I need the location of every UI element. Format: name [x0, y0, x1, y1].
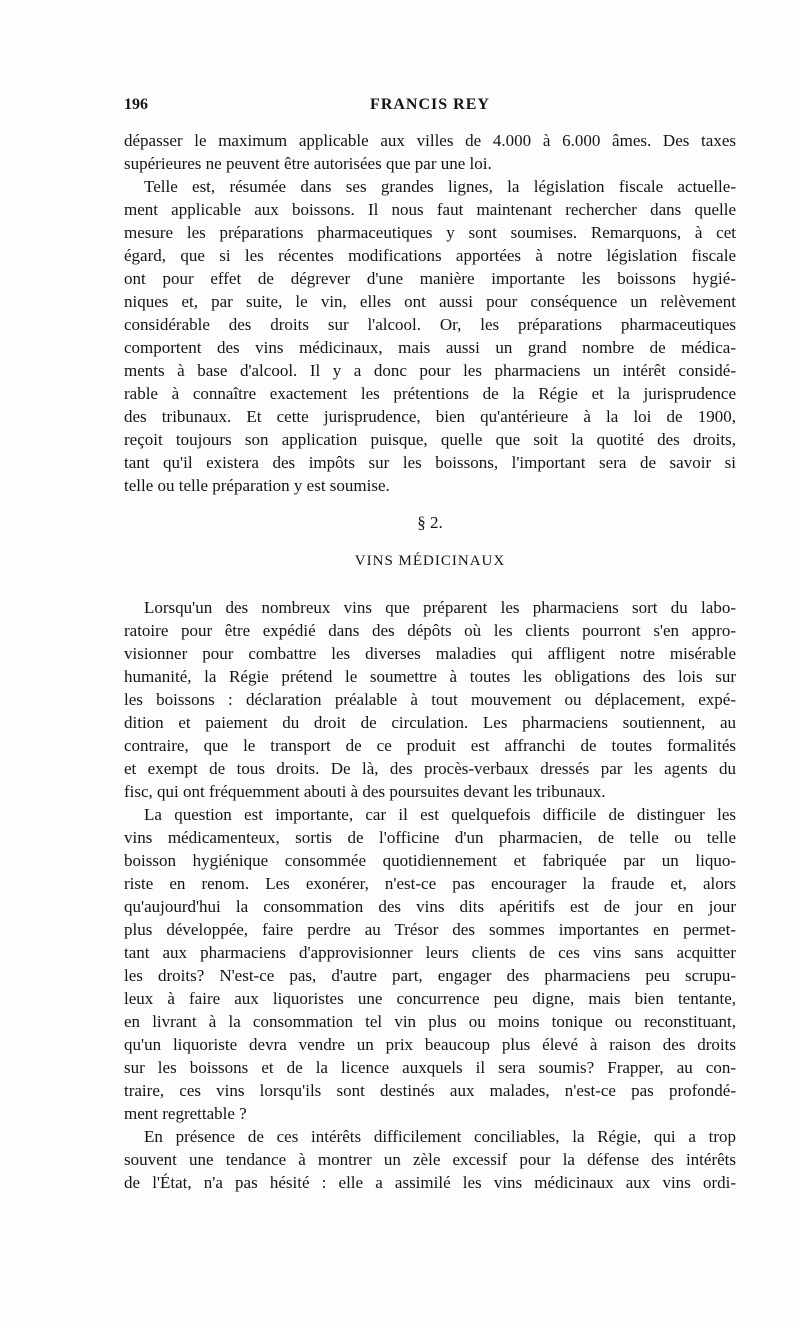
text-line: en livrant à la consommation tel vin plus ou moins tonique ou reconstituant, [124, 1012, 736, 1031]
text-line: ment regrettable ? [124, 1104, 247, 1123]
text-line: traire, ces vins lorsqu'ils sont destinés aux malades, n'est-ce pas profondé- [124, 1081, 736, 1100]
text-line: dition et paiement du droit de circulation. Les pharmaciens soutiennent, au [124, 713, 736, 732]
text-line: mesure les préparations pharmaceutiques y sont soumises. Remarquons, à cet [124, 223, 736, 242]
text-line: comportent des vins médicinaux, mais aussi un grand nombre de médica- [124, 338, 736, 357]
text-line: plus développée, faire perdre au Trésor des sommes importantes en permet- [124, 920, 736, 939]
text-line: et exempt de tous droits. De là, des procès-verbaux dressés par les agents du [124, 759, 736, 778]
text-line: ment applicable aux boissons. Il nous faut maintenant rechercher dans quelle [124, 200, 736, 219]
text-line: Telle est, résumée dans ses grandes lignes, la législation fiscale actuelle- [144, 177, 736, 196]
paragraph-block-lower [124, 596, 736, 1194]
paragraph-block-upper [124, 129, 736, 497]
running-head [124, 96, 736, 118]
text-line: ments à base d'alcool. Il y a donc pour les pharmaciens un intérêt considé- [124, 361, 736, 380]
text-line: égard, que si les récentes modifications apportées à notre législation fiscale [124, 246, 736, 265]
text-line: vins médicamenteux, sortis de l'officine d'un pharmacien, de telle ou telle [124, 828, 736, 847]
section-number: § 2. [417, 513, 443, 532]
text-line: boisson hygiénique consommée quotidiennement et fabriquée par un liquo- [124, 851, 736, 870]
text-line: de l'État, n'a pas hésité : elle a assimilé les vins médicinaux aux vins ordi- [124, 1173, 736, 1192]
text-line: humanité, la Régie prétend le soumettre à toutes les obligations des lois sur [124, 667, 736, 686]
running-head-title: FRANCIS REY [370, 96, 490, 113]
text-line: qu'aujourd'hui la consommation des vins dits apéritifs est de jour en jour [124, 897, 736, 916]
text-line: les droits? N'est-ce pas, d'autre part, engager des pharmaciens peu scrupu- [124, 966, 736, 985]
text-line: niques et, par suite, le vin, elles ont aussi pour conséquence un relèvement [124, 292, 736, 311]
text-line: considérable des droits sur l'alcool. Or, les préparations pharmaceutiques [124, 315, 736, 334]
text-line: qu'un liquoriste devra vendre un prix beaucoup plus élevé à raison des droits [124, 1035, 736, 1054]
text-line: En présence de ces intérêts difficilement conciliables, la Régie, qui a trop [144, 1127, 736, 1146]
text-line: des tribunaux. Et cette jurisprudence, bien qu'antérieure à la loi de 1900, [124, 407, 736, 426]
text-line: riste en renom. Les exonérer, n'est-ce pas encourager la fraude et, alors [124, 874, 736, 893]
text-line: reçoit toujours son application puisque, quelle que soit la quotité des droits, [124, 430, 736, 449]
text-line: telle ou telle préparation y est soumise. [124, 476, 390, 495]
text-line: supérieures ne peuvent être autorisées que par une loi. [124, 154, 492, 173]
text-line: les boissons : déclaration préalable à tout mouvement ou déplacement, expé- [124, 690, 736, 709]
text-line: leux à faire aux liquoristes une concurrence peu digne, mais bien tentante, [124, 989, 736, 1008]
text-line: ont pour effet de dégrever d'une manière importante les boissons hygié- [124, 269, 736, 288]
text-line: rable à connaître exactement les prétentions de la Régie et la jurisprudence [124, 384, 736, 403]
text-line: visionner pour combattre les diverses maladies qui affligent notre misérable [124, 644, 736, 663]
text-line: contraire, que le transport de ce produit est affranchi de toutes formalités [124, 736, 736, 755]
page-number: 196 [124, 96, 148, 113]
text-line: Lorsqu'un des nombreux vins que préparent les pharmaciens sort du labo- [144, 598, 736, 617]
text-line: dépasser le maximum applicable aux villes de 4.000 à 6.000 âmes. Des taxes [124, 131, 736, 150]
text-line: ratoire pour être expédié dans des dépôts où les clients pourront s'en appro- [124, 621, 736, 640]
text-line: sur les boissons et de la licence auxquels il sera soumis? Frapper, au con- [124, 1058, 736, 1077]
text-line: La question est importante, car il est quelquefois difficile de distinguer les [144, 805, 736, 824]
text-line: tant qu'il existera des impôts sur les boissons, l'important sera de savoir si [124, 453, 736, 472]
text-line: tant aux pharmaciens d'approvisionner leurs clients de ces vins sans acquitter [124, 943, 736, 962]
section-heading: VINS MÉDICINAUX [354, 553, 506, 569]
text-line: fisc, qui ont fréquemment abouti à des poursuites devant les tribunaux. [124, 782, 606, 801]
text-line: souvent une tendance à montrer un zèle excessif pour la défense des intérêts [124, 1150, 736, 1169]
